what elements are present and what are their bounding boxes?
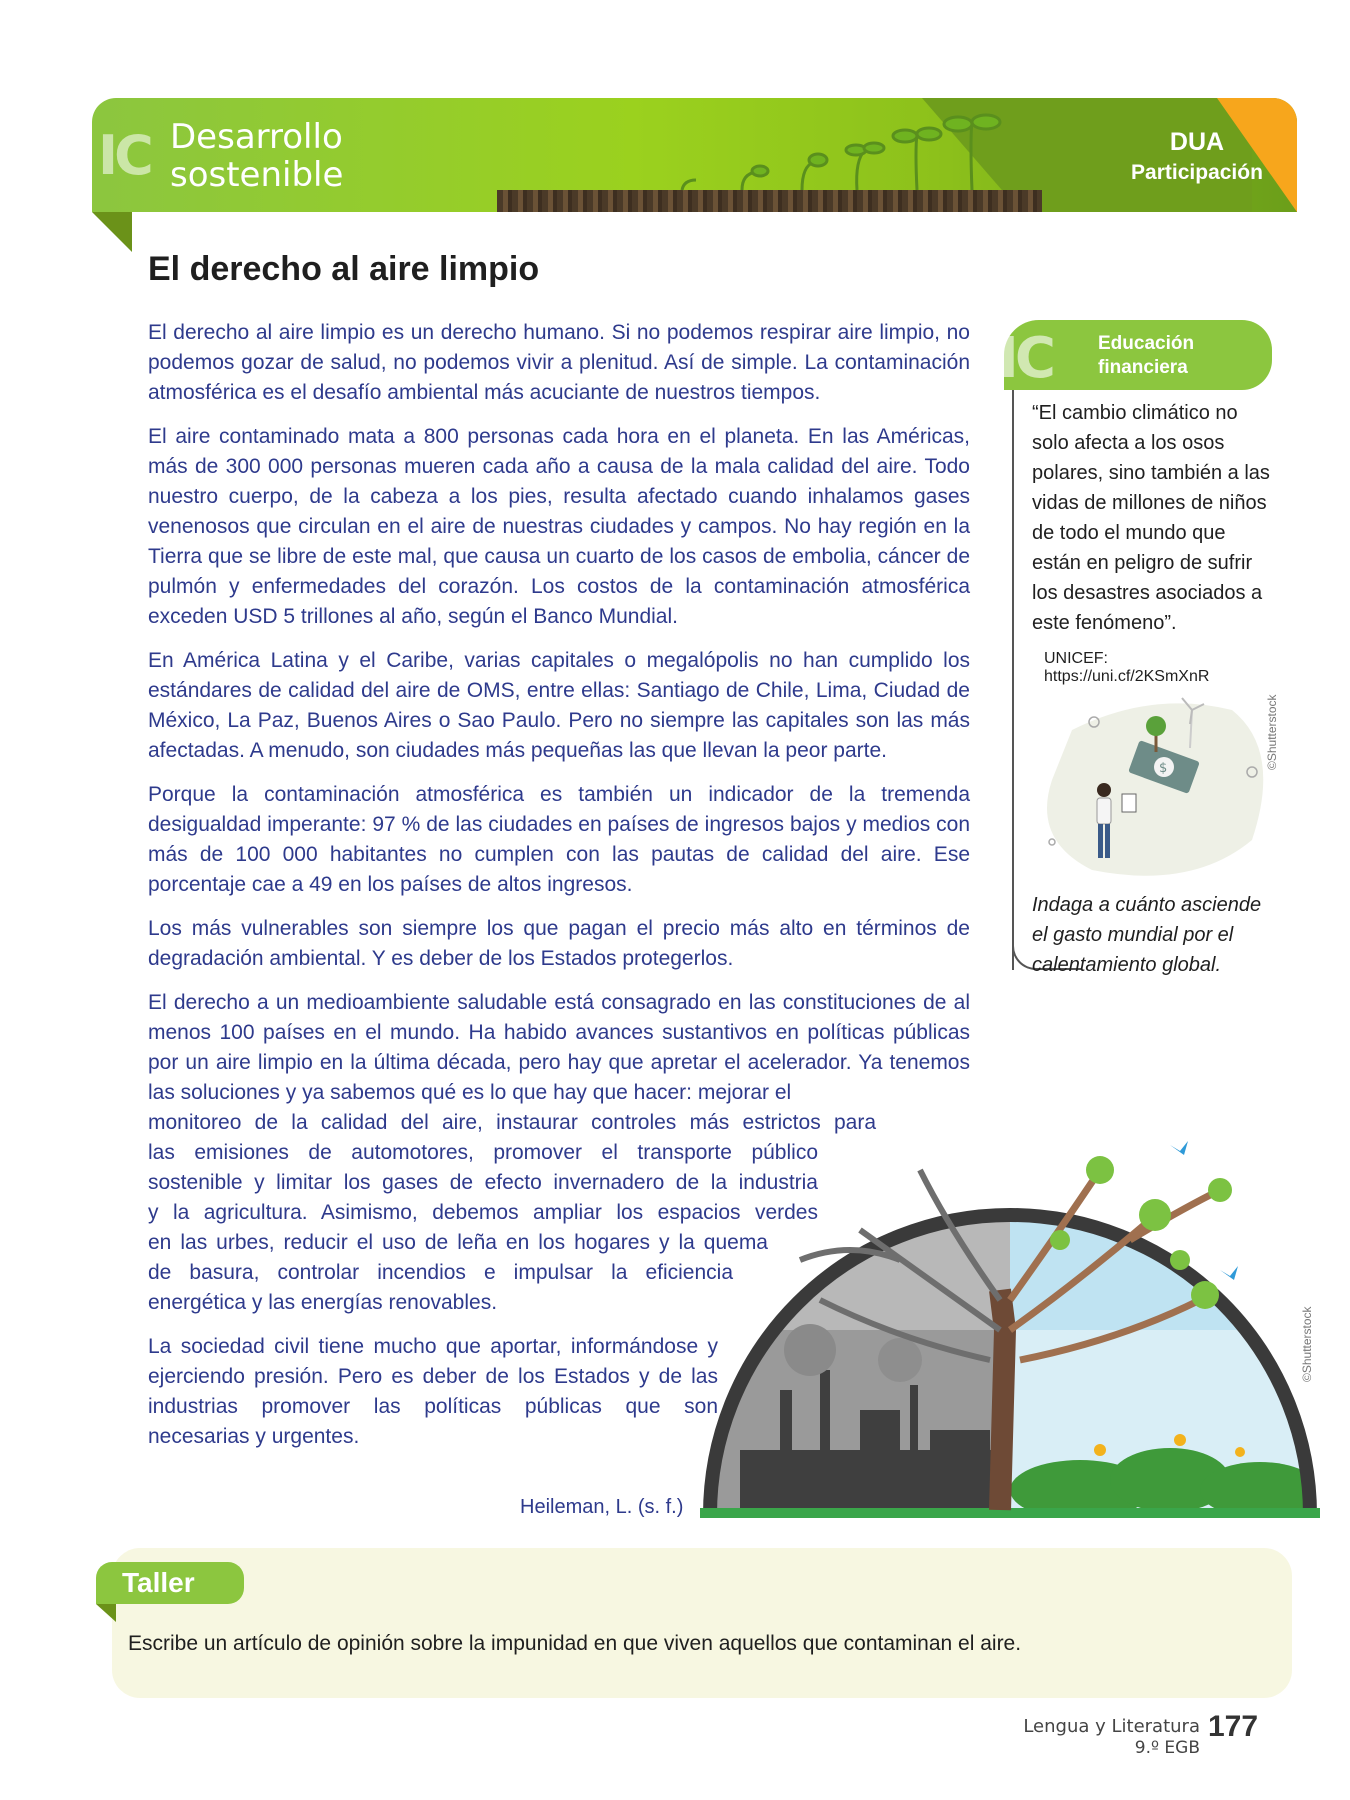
wrap-line: monitoreo de la calidad del aire, instaurar controles más estrictos para [148,1111,876,1134]
banner-fold [92,212,132,252]
paragraph: El derecho al aire limpio es un derecho humano. Si no podemos respirar aire limpio, no podemos gozar de salud, no podemos vivir a plenitud. Así de simple. La contaminación atmosférica es el desafío ambiental más acuciante de nuestros tiempos. [148,321,970,404]
sidebar-title-line2: financiera [1098,357,1188,378]
paragraph: Los más vulnerables son siempre los que pagan el precio más alto en términos de degradación ambiental. Y es deber de los Estados protegerlos. [148,917,970,970]
image-credit: ©Shutterstock [1300,1306,1314,1382]
page-title: El derecho al aire limpio [148,250,540,288]
tree-pollution-illustration-icon [700,1130,1320,1520]
sprouts-icon [512,108,1032,198]
ic-logo-icon: IC [98,124,150,187]
wrap-line: de basura, controlar incendios e impulsar la eficiencia [148,1261,733,1284]
taller-instruction: Escribe un artículo de opinión sobre la impunidad en que viven aquellos que contaminan el aire. [128,1632,1022,1655]
sidebar-prompt: Indaga a cuánto asciende el gasto mundial por el calentamiento global. [1032,894,1262,976]
wrap-line: sostenible y limitar los gases de efecto invernadero de la industria [148,1171,818,1194]
sidebar-quote: “El cambio climático no solo afecta a los osos polares, sino también a las vidas de millones de niños de todo el mundo que están en peligro de sufrir los desastres asociados a este fenómeno”. [1032,402,1270,634]
sidebar-source: UNICEF: https://uni.cf/2KSmXnR [1044,650,1210,685]
paragraph: En América Latina y el Caribe, varias capitales o megalópolis no han cumplido los estándares de calidad del aire de OMS, entre ellas: Santiago de Chile, Lima, Ciudad de México, La Paz, Buenos Aires o Sao Paulo. Pero no siempre las capitales son las más afectadas. A menudo, son ciudades más pequeñas las que llevan la peor parte. [148,649,970,762]
ic-logo-icon: IC [998,326,1052,391]
svg-text:$: $ [1159,761,1168,776]
paragraph: La sociedad civil tiene mucho que aportar, informándose y ejerciendo presión. Pero es deber de los Estados y de las industrias promover las políticas públicas que son necesarias y urgentes. [148,1335,718,1448]
dua-subtitle: Participación [1131,161,1263,184]
section-title [170,118,343,194]
wrap-line: las emisiones de automotores, promover el transporte público [148,1141,818,1164]
footer-grade: 9.º EGB [1134,1738,1200,1758]
wrap-line: energética y las energías renovables. [148,1291,498,1314]
paragraph: El derecho a un medioambiente saludable está consagrado en las constituciones de al menos 100 países en el mundo. Ha habido avances sustantivos en políticas públicas por un aire limpio en la última década, pero hay que apretar el acelerador. Ya tenemos las soluciones y ya sabemos qué es lo que hay que hacer: mejorar el [148,991,970,1104]
wrap-line: y la agricultura. Asimismo, debemos ampliar los espacios verdes [148,1201,818,1224]
author-citation: Heileman, L. (s. f.) [520,1496,684,1518]
taller-box [112,1548,1292,1698]
paragraph: El aire contaminado mata a 800 personas cada hora en el planeta. En las Américas, más de 300 000 personas mueren cada año a causa de la mala calidad del aire. Todo nuestro cuerpo, de la cabeza a los pies, resulta afectado cuando inhalamos gases venenosos que circulan en el aire de nuestras ciudades y campos. No hay región en la Tierra que se libre de este mal, que causa un cuarto de los casos de embolia, cáncer de pulmón y enfermedades del corazón. Los costos de la contaminación atmosférica exceden USD 5 trillones al año, según el Banco Mundial. [148,425,970,628]
section-title-line1: Desarrollo [170,117,343,157]
section-banner [92,98,1297,212]
wrap-line: en las urbes, reducir el uso de leña en los hogares y la quema [148,1231,768,1254]
sidebar-title [1098,332,1194,380]
dua-title: DUA [1169,128,1225,156]
sidebar-title-line1: Educación [1098,333,1195,354]
finance-illustration-icon [1032,690,1272,880]
paragraph: Porque la contaminación atmosférica es también un indicador de la tremenda desigualdad imperante: 97 % de las ciudades en países de ingresos bajos y medios con más de 100 000 habitantes no cumplen con las pautas de calidad del aire. Ese porcentaje cae a 49 en los países de altos ingresos. [148,783,970,896]
image-credit: ©Shutterstock [1265,694,1279,770]
dua-label [1102,128,1292,185]
sidebar-box [998,320,1272,1000]
page-number: 177 [1208,1710,1259,1743]
sidebar-border [1012,390,1014,970]
footer-subject: Lengua y Literatura [1023,1716,1200,1737]
section-title-line2: sostenible [170,155,344,195]
taller-label: Taller [96,1562,244,1604]
